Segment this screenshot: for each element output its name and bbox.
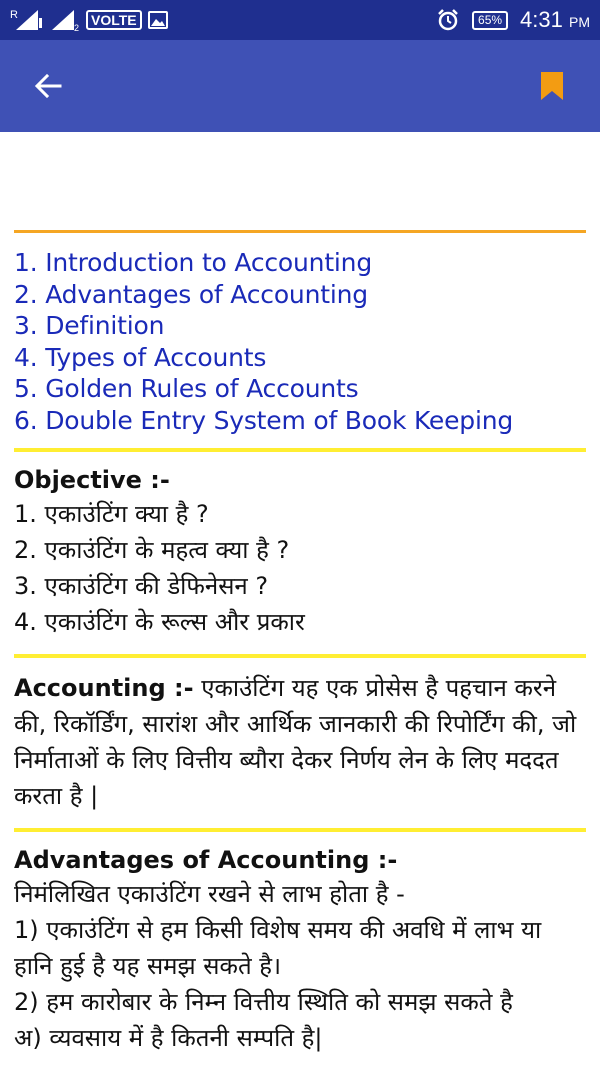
signal-sim1-icon <box>10 8 44 32</box>
toc-item-golden-rules[interactable]: 5. Golden Rules of Accounts <box>14 374 359 403</box>
accounting-text: एकाउंटिंग यह एक प्रोसेस है पहचान करने की, रिकॉर्डिंग, सारांश और आर्थिक जानकारी की रिपोर्टिंग की, जो निर्माताओं के लिए वित्तीय ब्यौरा देकर निर्णय लेन के लिए मददत करता है | <box>14 674 577 810</box>
clock <box>520 7 590 33</box>
toc-item-types[interactable]: 4. Types of Accounts <box>14 342 267 372</box>
toc-item-definition[interactable]: 3. Definition <box>14 311 165 340</box>
signal-sim2-icon <box>50 8 80 32</box>
clock-time: 4:31 <box>520 7 563 32</box>
toc-item-double-entry[interactable]: 6. Double Entry System of Book Keeping <box>14 405 514 435</box>
gallery-icon <box>148 11 168 29</box>
app-bar <box>0 40 600 132</box>
battery-indicator: 65% <box>472 11 508 30</box>
alarm-clock-icon <box>436 8 460 32</box>
advantages-title: Advantages of Accounting :- <box>14 846 398 874</box>
status-right <box>436 7 590 33</box>
clock-ampm: PM <box>569 14 590 30</box>
objective-item: 4. एकाउंटिंग के रूल्स और प्रकार <box>14 608 305 636</box>
advantages-line: निमंलिखित एकाउंटिंग रखने से लाभ होता है - <box>14 880 405 908</box>
bookmark-button[interactable] <box>534 68 570 104</box>
objective-item: 3. एकाउंटिंग की डेफिनेसन ? <box>14 572 269 600</box>
toc-item-introduction[interactable]: 1. Introduction to Accounting <box>14 248 372 277</box>
volte-badge: VOLTE <box>86 10 142 30</box>
accounting-definition-section <box>14 658 586 828</box>
accounting-definition <box>14 670 586 814</box>
back-button[interactable] <box>30 68 66 104</box>
objective-item: 2. एकाउंटिंग के महत्व क्या है ? <box>14 536 290 564</box>
status-bar <box>0 0 600 40</box>
bookmark-icon <box>540 71 564 101</box>
accounting-term: Accounting :- <box>14 674 194 702</box>
roaming-label: R <box>10 9 18 21</box>
objective-item: 1. एकाउंटिंग क्या है ? <box>14 500 209 528</box>
advantages-line: 1) एकाउंटिंग से हम किसी विशेष समय की अवधि में लाभ या हानि हुई है यह समझ सकते है। <box>14 916 542 980</box>
objective-title: Objective :- <box>14 466 170 494</box>
advantages-line: अ) व्यवसाय में है कितनी सम्पति है| <box>14 1024 323 1052</box>
toc-item-advantages[interactable]: 2. Advantages of Accounting <box>14 279 368 309</box>
advantages-section <box>14 832 586 1070</box>
advantages-line: 2) हम कारोबार के निम्न वित्तीय स्थिति को समझ सकते है <box>14 988 513 1016</box>
status-left <box>10 8 436 32</box>
table-of-contents <box>14 233 586 448</box>
objective-section <box>14 452 586 654</box>
svg-text:2: 2 <box>74 23 80 32</box>
arrow-left-icon <box>33 71 63 101</box>
article-content <box>0 230 600 1070</box>
